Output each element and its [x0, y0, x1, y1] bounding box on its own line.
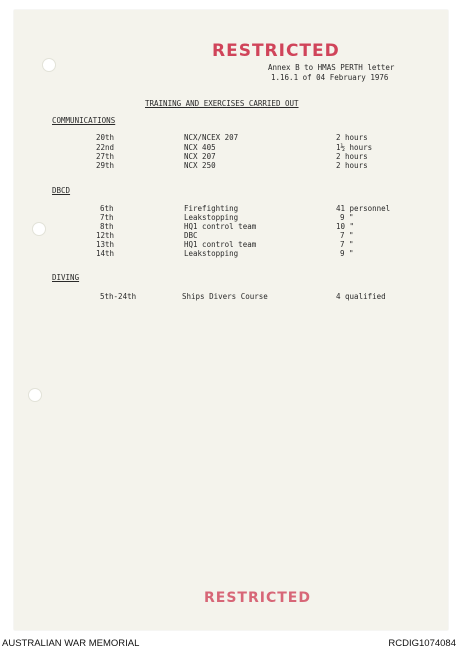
row-result: 7 " [340, 231, 354, 240]
row-date: 7th [100, 213, 114, 222]
row-activity: Ships Divers Course [182, 292, 268, 301]
punch-hole-middle [32, 222, 46, 236]
row-result: 7 " [340, 240, 354, 249]
row-activity: DBC [184, 231, 198, 240]
row-activity: Firefighting [184, 204, 239, 213]
row-result: 2 hours [336, 152, 368, 161]
row-date: 27th [96, 152, 115, 161]
row-activity: NCX 207 [184, 152, 216, 161]
row-result: 2 hours [336, 133, 368, 142]
document-title: TRAINING AND EXERCISES CARRIED OUT [145, 99, 299, 108]
row-activity: NCX 250 [184, 161, 216, 170]
row-result: 2 hours [336, 161, 368, 170]
row-activity: HQ1 control team [184, 240, 257, 249]
row-activity: NCX 405 [184, 143, 216, 152]
row-date: 5th-24th [100, 292, 137, 301]
punch-hole-bottom [28, 388, 42, 402]
row-date: 13th [96, 240, 115, 249]
row-date: 14th [96, 249, 115, 258]
row-activity: Leakstopping [184, 249, 239, 258]
row-date: 29th [96, 161, 115, 170]
row-result: 4 qualified [336, 292, 386, 301]
section-heading-communications: COMMUNICATIONS [52, 116, 116, 125]
row-date: 12th [96, 231, 115, 240]
footer-archive-name: AUSTRALIAN WAR MEMORIAL [2, 638, 140, 649]
annex-line-1: Annex B to HMAS PERTH letter [268, 63, 395, 72]
section-heading-diving: DIVING [52, 273, 80, 282]
restricted-stamp-bottom: RESTRICTED [204, 590, 311, 606]
row-activity: Leakstopping [184, 213, 239, 222]
row-date: 8th [100, 222, 114, 231]
row-result: 41 personnel [336, 204, 391, 213]
annex-line-2: 1.16.1 of 04 February 1976 [271, 73, 389, 82]
restricted-stamp-top: RESTRICTED [212, 41, 340, 61]
row-date: 22nd [96, 143, 115, 152]
row-activity: HQ1 control team [184, 222, 257, 231]
section-heading-dbcd: DBCD [52, 186, 71, 195]
punch-hole-top [42, 58, 56, 72]
document-page [14, 10, 448, 630]
row-date: 6th [100, 204, 114, 213]
row-activity: NCX/NCEX 207 [184, 133, 239, 142]
row-result: 1½ hours [336, 143, 373, 152]
row-date: 20th [96, 133, 115, 142]
row-result: 10 " [336, 222, 355, 231]
footer-record-id: RCDIG1074084 [388, 638, 456, 649]
row-result: 9 " [340, 213, 354, 222]
row-result: 9 " [340, 249, 354, 258]
